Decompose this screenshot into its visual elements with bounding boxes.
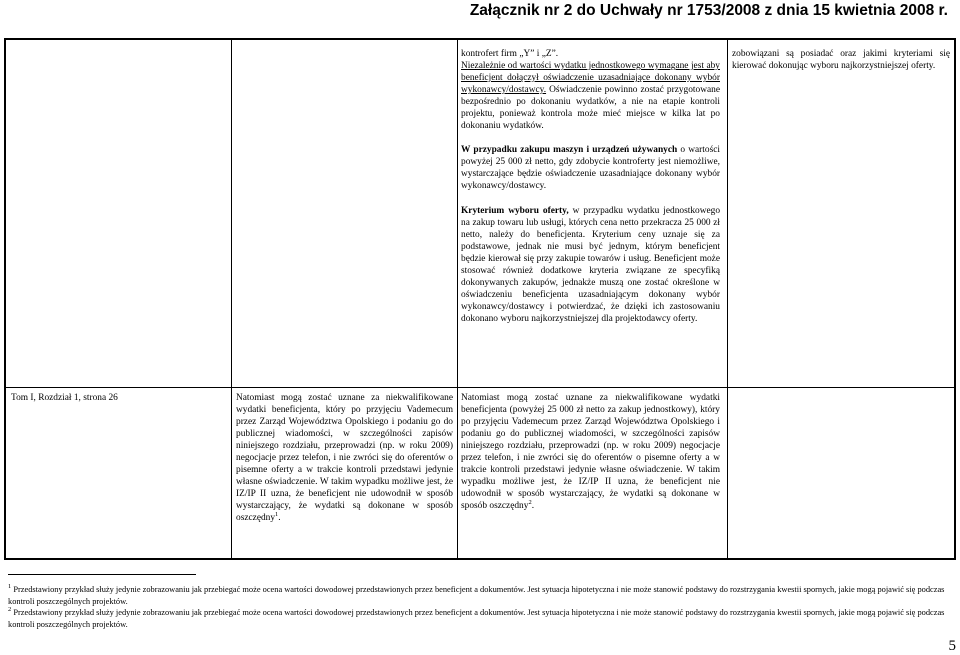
footnote-ref-2: 2 bbox=[528, 499, 532, 507]
paragraph-3-rest: o wartości powyżej 25 000 zł netto, gdy zdobycie kontroferty jest niemożliwe, wystarczające będzie oświadczenie uzasadniające dokonany wybór wykonawcy/dostawcy. bbox=[461, 145, 721, 192]
row1-col4-text: zobowiązani są posiadać oraz jakimi kryteriami się kierować dokonując wyboru najkorzystniejszej oferty. bbox=[732, 49, 950, 72]
column-divider-1 bbox=[231, 40, 232, 558]
paragraph-2 bbox=[461, 60, 720, 132]
row1-col3-cell bbox=[461, 48, 720, 325]
paragraph-4 bbox=[461, 205, 720, 325]
paragraph-2-rest: Oświadczenie powinno zostać przygotowane bezpośrednio po dokonaniu wydatków, a nie na etapie kontroli projektu, ponieważ kontrola może mieć miejsce w kilka lat po dokonaniu wydatków. bbox=[461, 85, 720, 132]
row2-col3-cell bbox=[461, 392, 720, 512]
footnote-2-number: 2 bbox=[8, 606, 12, 614]
footnote-2 bbox=[8, 607, 952, 630]
column-divider-3 bbox=[727, 40, 728, 558]
row2-col2-cell bbox=[236, 392, 453, 525]
footnote-ref-1: 1 bbox=[275, 511, 279, 519]
footnote-1 bbox=[8, 584, 952, 607]
footnote-2-text: Przedstawiony przykład służy jedynie zobrazowaniu jak przebiegać może ocena wartości dowodowej przedstawionych przez beneficjent a dokumentów. Jest sytuacja hipotetyczna i nie może stanowić podstawy do rozstrzygania kwestii spornych, jakie mogą pojawić się podczas kontroli poszczególnych projektów. bbox=[8, 608, 945, 629]
paragraph-4-bold: Kryterium wyboru oferty, bbox=[461, 205, 569, 216]
footnote-1-number: 1 bbox=[8, 583, 12, 591]
page-number: 5 bbox=[948, 638, 956, 654]
row2-col3-end: . bbox=[531, 501, 535, 512]
row2-col3-text bbox=[461, 392, 720, 512]
row2-col1-cell bbox=[11, 392, 227, 404]
column-divider-2 bbox=[457, 40, 458, 558]
row2-col2-text bbox=[236, 392, 453, 525]
row-divider bbox=[6, 387, 954, 388]
paragraph-4-rest: w przypadku wydatku jednostkowego na zakup towaru lub usługi, których cena netto przekracza 25 000 zł netto, należy do beneficjenta. Kryterium ceny uznaje się za podstawowe, jednak nie musi być jednym, którym beneficjent będzie kierował się przy zakupie towarów i usług. Beneficjent może stosować również dodatkowe kryteria związane ze specyfiką dokonywanych zakupów, jednakże muszą one zostać określone w oświadczeniu beneficjenta uzasadniającym dokonany wybór wykonawcy/dostawcy i potwierdzać, że dzięki ich zastosowaniu dokonano wyboru najkorzystniejszej dla projektodawcy oferty. bbox=[461, 205, 721, 324]
row1-col4-cell bbox=[732, 48, 950, 72]
location-reference: Tom I, Rozdział 1, strona 26 bbox=[11, 393, 118, 403]
paragraph-1: kontrofert firm „Y” i „Z”. bbox=[461, 49, 559, 59]
paragraph-3 bbox=[461, 144, 720, 192]
footnote-separator bbox=[8, 574, 196, 575]
row2-col2-end: . bbox=[278, 513, 281, 524]
paragraph-3-bold: W przypadku zakupu maszyn i urządzeń używanych bbox=[461, 145, 678, 156]
paragraph-2-underlined: Niezależnie od wartości wydatku jednostkowego wymagane jest aby beneficjent dołączył oświadczenie uzasadniające dokonany wybór wykonawcy/dostawcy. bbox=[461, 61, 720, 96]
comparison-table bbox=[4, 38, 956, 560]
row2-col2-body: Natomiast mogą zostać uznane za niekwalifikowane wydatki beneficjenta, który po przyjęciu Vademecum przez Zarząd Województwa Opolskiego i podaniu go do publicznej wiadomości, w szczególności zapisów niniejszego rozdziału, przeprowadzi (np. w roku 2009) negocjacje przez telefon, i nie zwróci się do oferentów o pisemne oferty a w trakcie kontroli przedstawi jedynie własne oświadczenie. W takim wypadku możliwe jest, że IZ/IP II uzna, że beneficjent nie udowodnił w sposób wystarczający, że wydatki są dokonane w sposób oszczędny bbox=[236, 393, 453, 524]
footnote-1-text: Przedstawiony przykład służy jedynie zobrazowaniu jak przebiegać może ocena wartości dowodowej przedstawionych przez beneficjent a dokumentów. Jest sytuacja hipotetyczna i nie może stanowić podstawy do rozstrzygania kwestii spornych, jakie mogą pojawić się podczas kontroli poszczególnych projektów. bbox=[8, 585, 945, 606]
document-header: Załącznik nr 2 do Uchwały nr 1753/2008 z dnia 15 kwietnia 2008 r. bbox=[469, 2, 948, 19]
row2-col3-body: Natomiast mogą zostać uznane za niekwalifikowane wydatki beneficjenta (powyżej 25 000 zł netto za zakup jednostkowy), który po przyjęciu Vademecum przez Zarząd Województwa Opolskiego i podaniu go do publicznej wiadomości, w szczególności zapisów niniejszego rozdziału, przeprowadzi (np. w roku 2009) negocjacje przez telefon, i nie zwróci się do oferentów o pisemne oferty a w trakcie kontroli przedstawi jedynie własne oświadczenie. W takim wypadku możliwe jest, że IZ/IP II uzna, że beneficjent nie udowodnił w sposób wystarczający, że wydatki są dokonane w sposób oszczędny bbox=[461, 393, 720, 512]
